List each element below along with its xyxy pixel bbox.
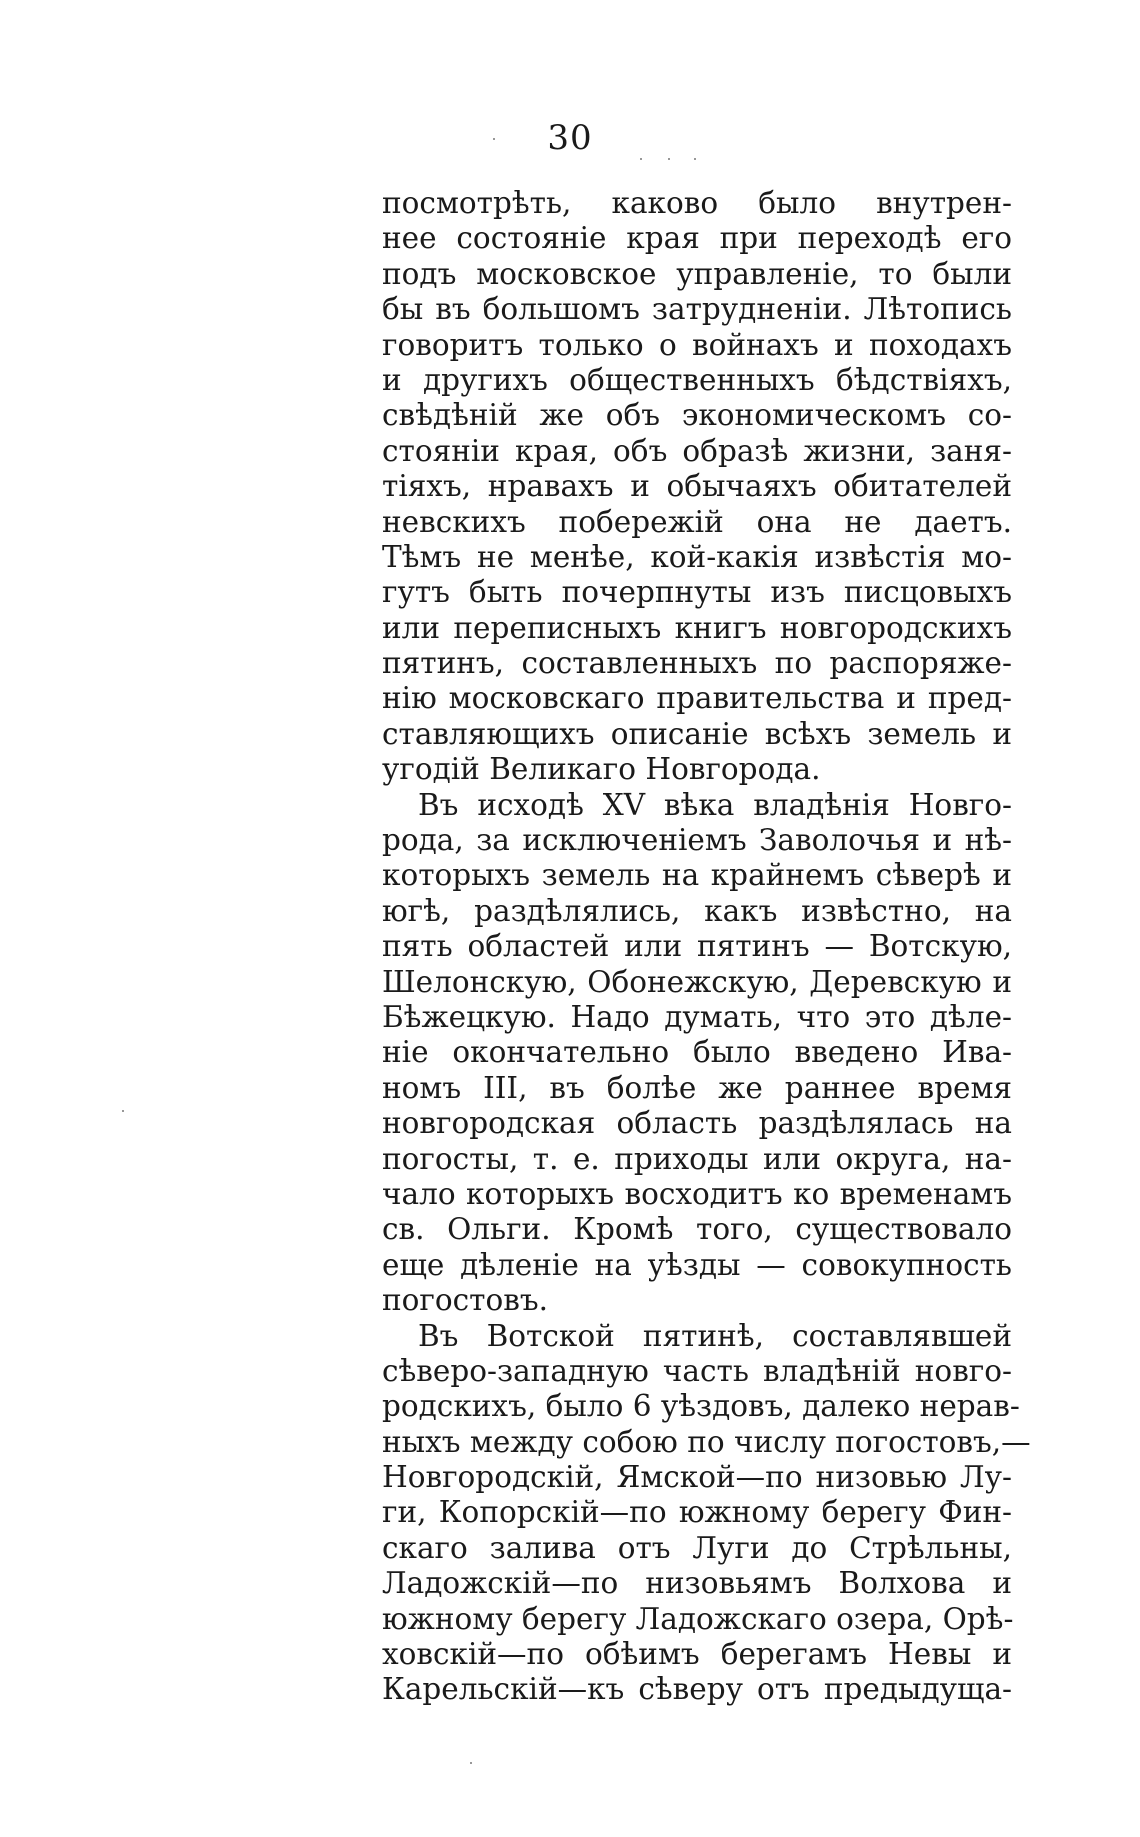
text-line: ставляющихъ описанie всѣхъ земель и bbox=[382, 716, 1012, 751]
text-line: Шелонскую, Обонежскую, Деревскую и bbox=[382, 964, 1012, 999]
text-line: родскихъ, было 6 уѣздовъ, далеко нерав- bbox=[382, 1389, 1020, 1424]
text-line: ховскiй—по обѣимъ берегамъ Невы и bbox=[382, 1637, 1012, 1672]
text-line: угодiй Великаго Новгорода. bbox=[382, 752, 821, 787]
text-line: рода, за исключенiемъ Заволочья и нѣ- bbox=[382, 823, 1012, 858]
text-line: Тѣмъ не менѣе, кой-какiя извѣстiя мо- bbox=[382, 539, 1012, 574]
text-line: чало которыхъ восходитъ ко временамъ bbox=[382, 1176, 1012, 1211]
text-line: стоянiи края, объ образѣ жизни, заня- bbox=[382, 433, 1012, 468]
body-text bbox=[382, 186, 1031, 1708]
text-line: ги, Копорскiй—по южному берегу Фин- bbox=[382, 1495, 1012, 1530]
text-line: говоритъ только о войнахъ и походахъ bbox=[382, 327, 1012, 362]
text-line: югѣ, раздѣлялись, какъ извѣстно, на bbox=[382, 893, 1012, 928]
text-line: номъ III, въ болѣе же раннее время bbox=[382, 1070, 1012, 1105]
text-line: свѣдѣнiй же объ экономическомъ со- bbox=[382, 398, 1012, 433]
text-line: погостовъ. bbox=[382, 1283, 548, 1318]
text-line: погосты, т. е. приходы или округа, на- bbox=[382, 1141, 1012, 1176]
text-line: нее состоянie края при переходѣ его bbox=[382, 221, 1012, 256]
text-line: южному берегу Ладожскаго озера, Орѣ- bbox=[382, 1601, 1014, 1636]
scan-speck bbox=[122, 1110, 124, 1112]
scan-speck bbox=[470, 1762, 472, 1764]
text-line: гутъ быть почерпнуты изъ писцовыхъ bbox=[382, 575, 1012, 610]
text-line: невскихъ побережiй она не даетъ. bbox=[382, 504, 1012, 539]
text-line: нiю московскаго правительства и пред- bbox=[382, 681, 1012, 716]
text-line: скаго залива отъ Луги до Стрѣльны, bbox=[382, 1530, 1012, 1565]
text-line: тiяхъ, нравахъ и обычаяхъ обитателей bbox=[382, 469, 1012, 504]
text-line: нie окончательно было введено Ива- bbox=[382, 1035, 1012, 1070]
text-line: Въ исходѣ XV вѣка владѣнiя Новго- bbox=[418, 787, 1012, 822]
text-line: бы въ большомъ затрудненiи. Лѣтопись bbox=[382, 292, 1012, 327]
text-line: еще дѣленie на уѣзды — совокупность bbox=[382, 1247, 1012, 1282]
text-line: Новгородскiй, Ямской—по низовью Лу- bbox=[382, 1460, 1012, 1495]
text-line: или переписныхъ книгъ новгородскихъ bbox=[382, 610, 1012, 645]
text-line: Ладожскiй—по низовьямъ Волхова и bbox=[382, 1566, 1012, 1601]
text-line: Карельскiй—къ сѣверу отъ предыдуща- bbox=[382, 1672, 1012, 1707]
text-line: ныхъ между собою по числу погостовъ,— bbox=[382, 1424, 1031, 1459]
text-line: которыхъ земель на крайнемъ сѣверѣ и bbox=[382, 858, 1012, 893]
text-line: пятинъ, составленныхъ по распоряже- bbox=[382, 646, 1012, 681]
text-line: св. Ольги. Кромѣ того, существовало bbox=[382, 1212, 1012, 1247]
text-line: Въ Вотской пятинѣ, составлявшей bbox=[418, 1318, 1012, 1353]
scan-speck bbox=[668, 158, 670, 160]
text-line: новгородская область раздѣлялась на bbox=[382, 1106, 1012, 1141]
text-line: посмотрѣть, каково было внутрен- bbox=[382, 186, 1012, 220]
page-number: 30 bbox=[547, 118, 593, 158]
text-line: пять областей или пятинъ — Вотскую, bbox=[382, 929, 1012, 964]
text-line: подъ московское управленie, то были bbox=[382, 256, 1012, 291]
scan-speck bbox=[493, 138, 495, 140]
text-line: и другихъ общественныхъ бѣдствiяхъ, bbox=[382, 362, 1012, 397]
text-line: Бѣжецкую. Надо думать, что это дѣле- bbox=[382, 999, 1012, 1034]
scan-speck bbox=[640, 158, 642, 160]
scan-speck bbox=[694, 158, 696, 160]
text-line: сѣверо-западную часть владѣнiй новго- bbox=[382, 1353, 1012, 1388]
